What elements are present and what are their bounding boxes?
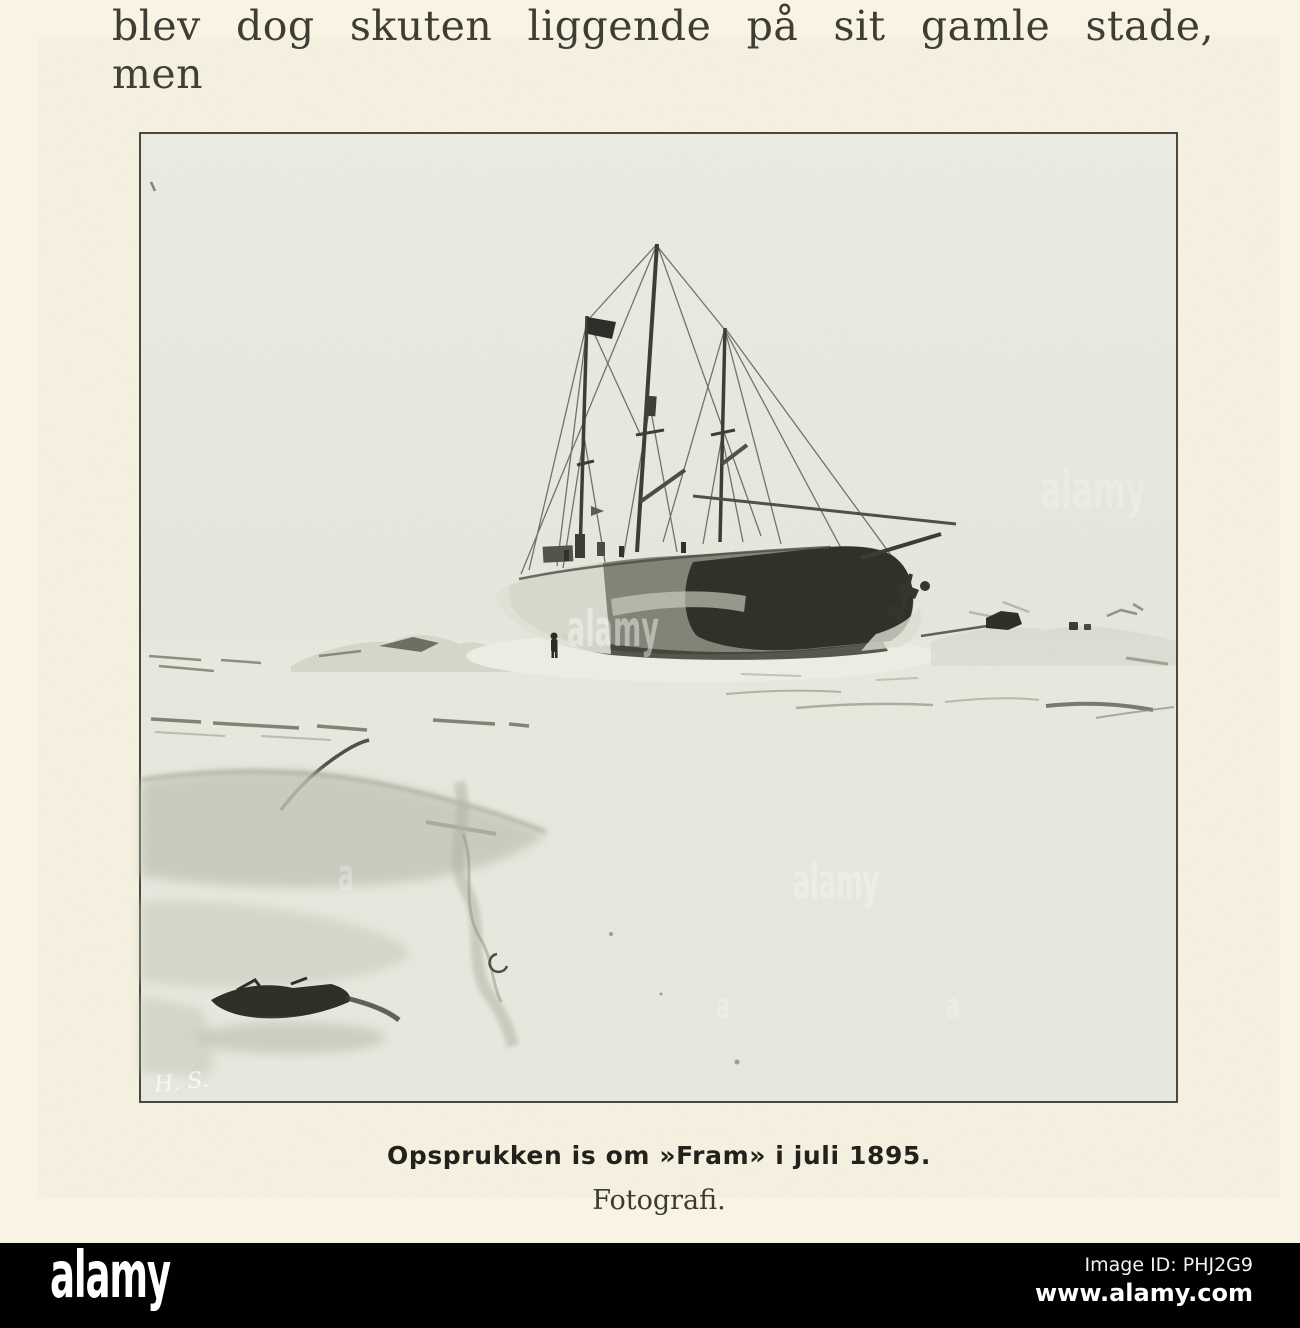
photo-frame — [139, 132, 1178, 1103]
photo-caption-medium: Fotografi. — [592, 1185, 726, 1216]
page-body-text: blev dog skuten liggende på sit gamle stade, men — [112, 2, 1214, 98]
image-id-text: Image ID: PHJ2G9 — [1084, 1254, 1253, 1276]
photo-caption: Opsprukken is om »Fram» i juli 1895. — [386, 1141, 932, 1170]
alamy-website-text: www.alamy.com — [1034, 1279, 1253, 1307]
alamy-footer-bar — [0, 1239, 1300, 1328]
halftone-noise — [141, 134, 1176, 1101]
photo-illustration — [141, 134, 1176, 1101]
alamy-logo: alamy — [50, 1239, 170, 1313]
footer-info — [1035, 1254, 1253, 1307]
